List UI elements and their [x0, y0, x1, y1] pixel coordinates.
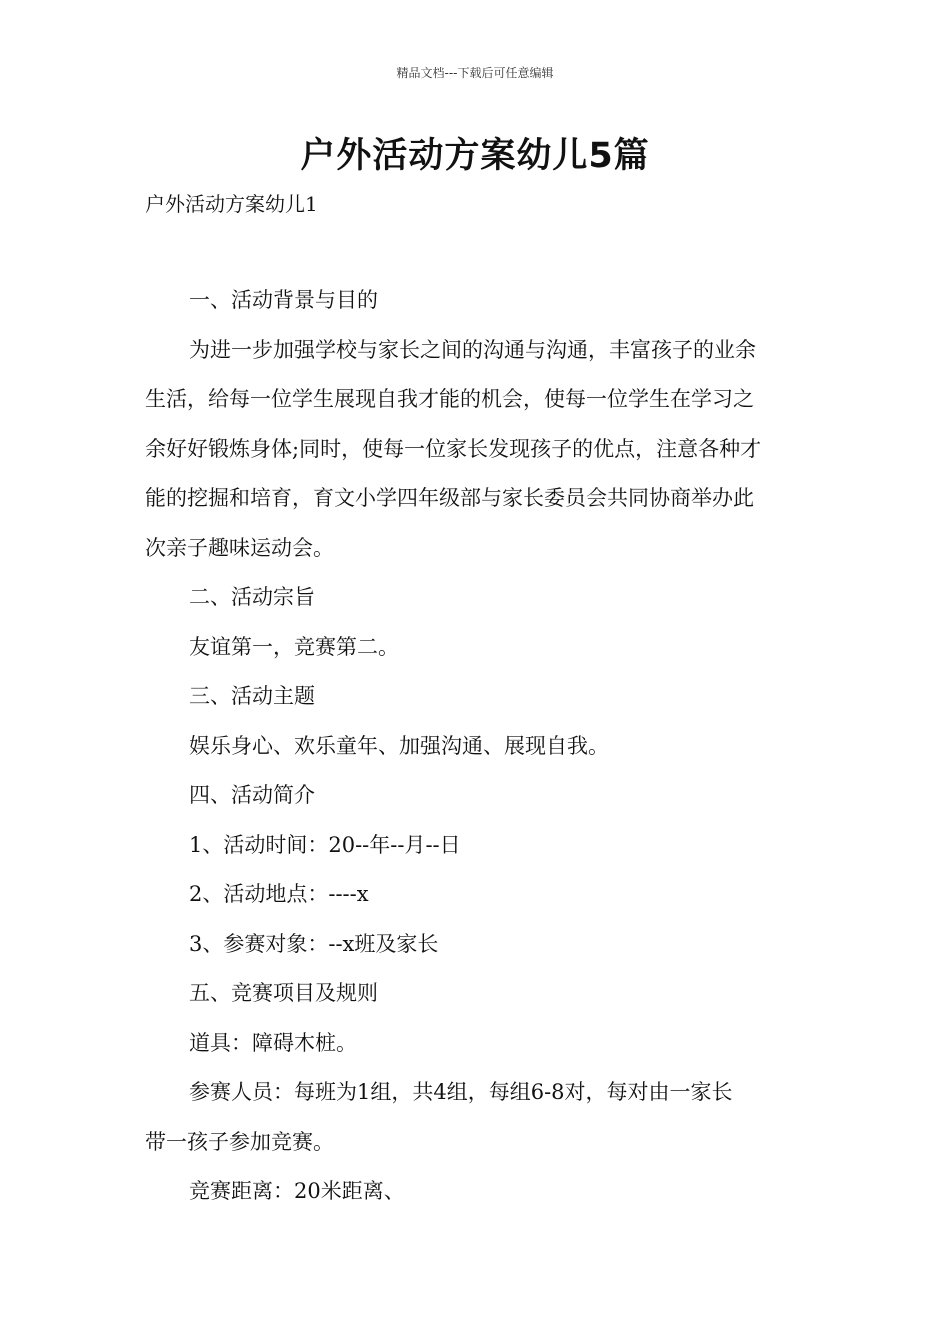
paragraph-line: 为进一步加强学校与家长之间的沟通与沟通，丰富孩子的业余: [189, 337, 756, 362]
section-subtitle: 户外活动方案幼儿1: [145, 192, 318, 216]
theme-text: 娱乐身心、欢乐童年、加强沟通、展现自我。: [189, 733, 609, 758]
intro-place: 2、活动地点：----x: [189, 882, 369, 906]
props-text: 道具：障碍木桩。: [189, 1030, 357, 1055]
paragraph-line: 生活，给每一位学生展现自我才能的机会，使每一位学生在学习之: [145, 387, 754, 411]
heading-intro: 四、活动简介: [189, 783, 315, 807]
heading-aim: 二、活动宗旨: [189, 585, 315, 609]
heading-rules: 五、竞赛项目及规则: [189, 981, 378, 1005]
heading-background: 一、活动背景与目的: [189, 288, 378, 312]
document-title: 户外活动方案幼儿5篇: [300, 136, 650, 176]
document-body: [145, 276, 807, 1217]
participants-line: 带一孩子参加竞赛。: [145, 1129, 334, 1154]
heading-theme: 三、活动主题: [189, 684, 315, 708]
intro-target: 3、参赛对象：--x班及家长: [189, 931, 439, 956]
paragraph-line: 次亲子趣味运动会。: [145, 535, 334, 560]
paragraph-line: 能的挖掘和培育，育文小学四年级部与家长委员会共同协商举办此: [145, 486, 754, 510]
participants-line: 参赛人员：每班为1组，共4组，每组6-8对，每对由一家长: [189, 1080, 733, 1104]
header-note: 精品文档---下载后可任意编辑: [396, 66, 554, 80]
intro-time: 1、活动时间：20--年--月--日: [189, 832, 461, 857]
distance-text: 竞赛距离：20米距离、: [189, 1179, 405, 1203]
paragraph-line: 余好好锻炼身体;同时，使每一位家长发现孩子的优点，注意各种才: [145, 436, 762, 461]
aim-text: 友谊第一，竞赛第二。: [189, 634, 399, 659]
